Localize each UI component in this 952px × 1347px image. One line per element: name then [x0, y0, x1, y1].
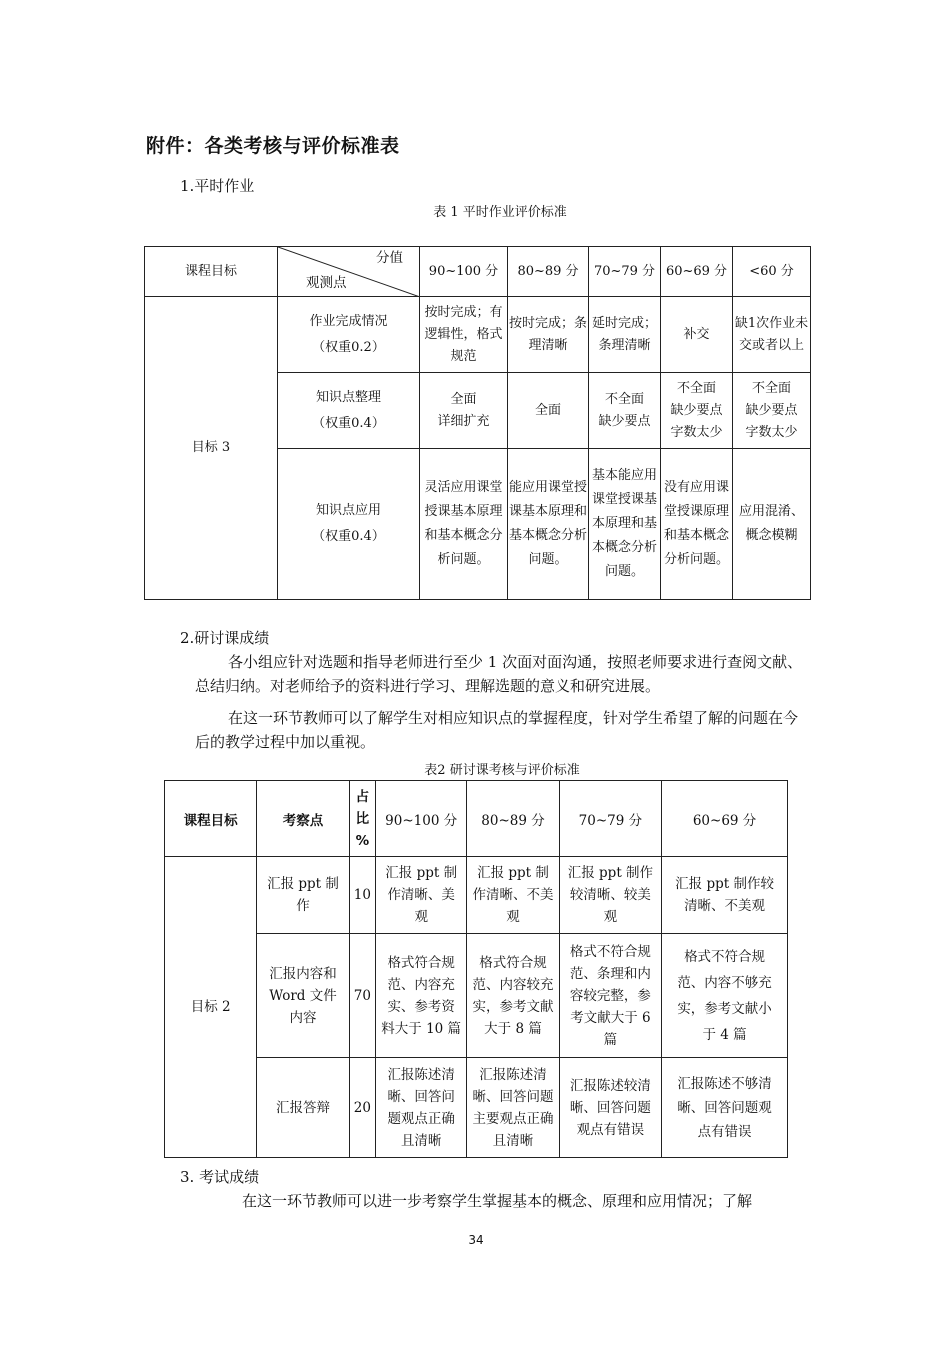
t2-ratio-cell: 70 — [349, 934, 375, 1058]
t1-cell: 缺1次作业未交或者以上 — [733, 297, 811, 373]
t1-cell: 按时完成；有逻辑性，格式规范 — [420, 297, 508, 373]
t2-cell: 汇报陈述不够清晰、回答问题观点有错误 — [662, 1058, 788, 1158]
t1-cell: 全面 详细扩充 — [420, 373, 508, 449]
t2-ratio-cell: 10 — [349, 857, 375, 934]
t1-point-cell: 知识点整理 （权重0.4） — [278, 373, 420, 449]
t1-cell: 延时完成；条理清晰 — [589, 297, 661, 373]
t2-header-grade: 90~100 分 — [376, 781, 467, 857]
t1-cell: 基本能应用课堂授课基本原理和基本概念分析问题。 — [589, 449, 661, 600]
section2-paragraph2: 在这一环节教师可以了解学生对相应知识点的掌握程度，针对学生希望了解的问题在今后的教学过程中加以重视。 — [195, 709, 799, 751]
t1-header-grade: 80~89 分 — [508, 247, 589, 297]
t1-header-course-goal: 课程目标 — [145, 247, 278, 297]
section2-paragraph1: 各小组应针对选题和指导老师进行至少 1 次面对面沟通，按照老师要求进行查阅文献、总结归纳。对老师给予的资料进行学习、理解选题的意义和研究进展。 — [195, 653, 803, 695]
t2-cell: 汇报陈述清晰、回答问题观点正确且清晰 — [376, 1058, 467, 1158]
section1-heading: 1.平时作业 — [180, 177, 255, 195]
t2-point-cell: 汇报答辩 — [257, 1058, 349, 1158]
t2-cell: 格式不符合规范、条理和内容较完整，参考文献大于 6 篇 — [559, 934, 661, 1058]
t1-header-grade: 60~69 分 — [661, 247, 733, 297]
t2-cell: 格式符合规范、内容充实、参考资料大于 10 篇 — [376, 934, 467, 1058]
t2-header-grade: 60~69 分 — [662, 781, 788, 857]
t1-cell: 按时完成；条理清晰 — [508, 297, 589, 373]
section3-heading: 3. 考试成绩 — [180, 1168, 260, 1186]
t2-goal-cell: 目标 2 — [165, 857, 257, 1158]
section2-heading: 2.研讨课成绩 — [180, 629, 270, 647]
t1-point-cell: 知识点应用 （权重0.4） — [278, 449, 420, 600]
t2-header-exam-point: 考察点 — [257, 781, 349, 857]
t2-cell: 汇报 ppt 制作较清晰、不美观 — [662, 857, 788, 934]
t1-header-grade: 70~79 分 — [589, 247, 661, 297]
t2-point-cell: 汇报 ppt 制作 — [257, 857, 349, 934]
t2-header-grade: 70~79 分 — [559, 781, 661, 857]
section3-paragraph: 在这一环节教师可以进一步考察学生掌握基本的概念、原理和应用情况；了解 — [242, 1192, 753, 1210]
table1 — [144, 246, 811, 600]
t1-cell: 没有应用课堂授课原理和基本概念分析问题。 — [661, 449, 733, 600]
t2-header-course-goal: 课程目标 — [165, 781, 257, 857]
t2-cell: 格式符合规范、内容较充实，参考文献大于 8 篇 — [467, 934, 559, 1058]
t1-header-grade: 90~100 分 — [420, 247, 508, 297]
t1-cell: 能应用课堂授课基本原理和基本概念分析问题。 — [508, 449, 589, 600]
t1-header-grade: <60 分 — [733, 247, 811, 297]
t2-cell: 格式不符合规范、内容不够充实，参考文献小于 4 篇 — [662, 934, 788, 1058]
table2-caption: 表2 研讨课考核与评价标准 — [424, 763, 580, 778]
t2-cell: 汇报 ppt 制作清晰、不美观 — [467, 857, 559, 934]
t1-cell: 补交 — [661, 297, 733, 373]
t2-point-cell: 汇报内容和 Word 文件内容 — [257, 934, 349, 1058]
t1-cell: 不全面 缺少要点 字数太少 — [733, 373, 811, 449]
t1-header-score: 分值 — [376, 250, 403, 266]
t1-goal-cell: 目标 3 — [145, 297, 278, 600]
t2-cell: 汇报陈述清晰、回答问题主要观点正确且清晰 — [467, 1058, 559, 1158]
t1-header-observation: 观测点 — [306, 275, 347, 291]
t1-cell: 应用混淆、概念模糊 — [733, 449, 811, 600]
t1-header-diagonal-cell — [278, 247, 420, 297]
t2-header-ratio: 占 比 % — [349, 781, 375, 857]
t2-cell: 汇报 ppt 制作较清晰、较美观 — [559, 857, 661, 934]
page-title: 附件：各类考核与评价标准表 — [146, 135, 400, 157]
t1-point-cell: 作业完成情况 （权重0.2） — [278, 297, 420, 373]
t2-cell: 汇报陈述较清晰、回答问题观点有错误 — [559, 1058, 661, 1158]
page-number: 34 — [468, 1233, 484, 1247]
t1-cell: 不全面 缺少要点 — [589, 373, 661, 449]
t2-cell: 汇报 ppt 制作清晰、美观 — [376, 857, 467, 934]
table2 — [164, 780, 788, 1158]
t2-ratio-cell: 20 — [349, 1058, 375, 1158]
t1-cell: 不全面 缺少要点 字数太少 — [661, 373, 733, 449]
table1-caption: 表 1 平时作业评价标准 — [433, 205, 567, 220]
t1-cell: 灵活应用课堂授课基本原理和基本概念分析问题。 — [420, 449, 508, 600]
t1-cell: 全面 — [508, 373, 589, 449]
t2-header-grade: 80~89 分 — [467, 781, 559, 857]
